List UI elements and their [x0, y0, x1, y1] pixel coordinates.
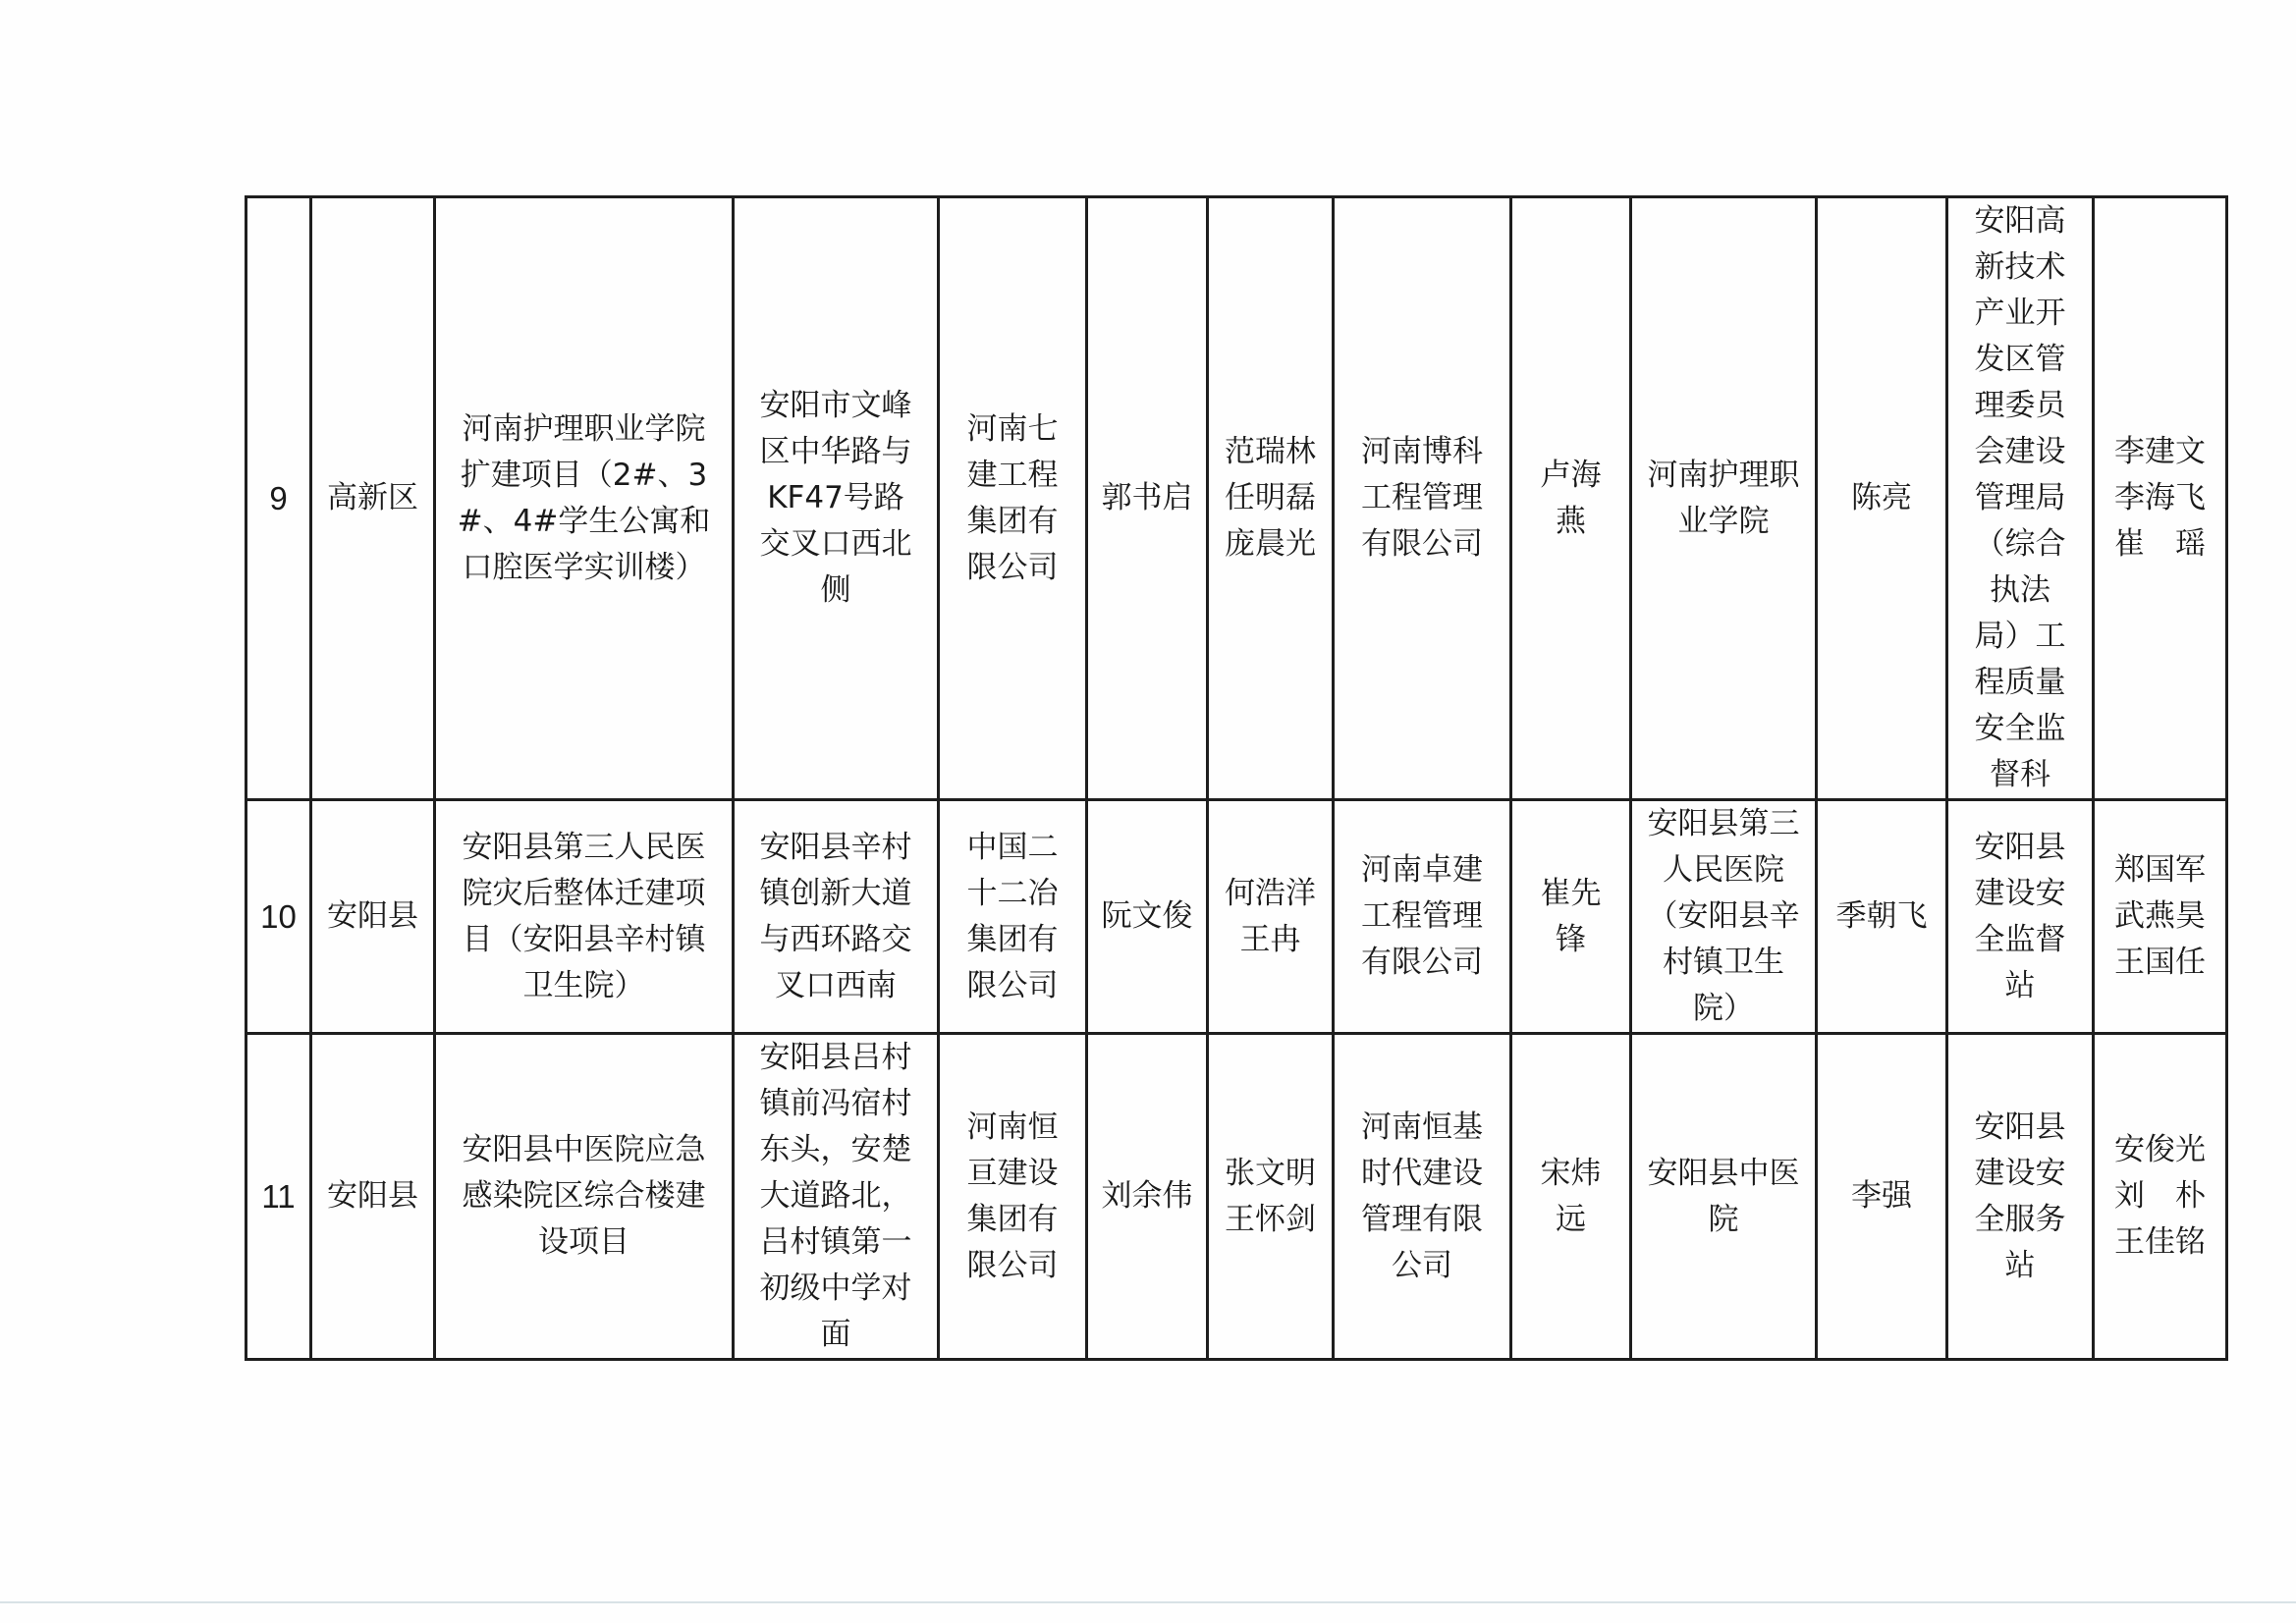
regulator-cell: 安阳县建设安全监督站: [1947, 800, 2094, 1034]
contractor-manager-cell: 刘余伟: [1087, 1034, 1208, 1360]
row-number-cell: 10: [246, 800, 311, 1034]
owner-cell: 安阳县中医院: [1631, 1034, 1817, 1360]
project-name-cell: 河南护理职业学院扩建项目（2#、3#、4#学生公寓和口腔医学实训楼）: [435, 197, 734, 800]
supervisor-engineer-cell: 卢海燕: [1511, 197, 1631, 800]
regulator-cell: 安阳高新技术产业开发区管理委员会建设管理局（综合执法局）工程质量安全监督科: [1947, 197, 2094, 800]
contractor-staff-cell: 何浩洋 王冉: [1208, 800, 1334, 1034]
contractor-staff-cell: 范瑞林 任明磊 庞晨光: [1208, 197, 1334, 800]
table-row: [246, 800, 2227, 1034]
supervisor-company-cell: 河南卓建工程管理有限公司: [1334, 800, 1511, 1034]
project-location-cell: 安阳市文峰区中华路与KF47号路交叉口西北侧: [734, 197, 939, 800]
project-location-cell: 安阳县辛村镇创新大道与西环路交叉口西南: [734, 800, 939, 1034]
contractor-manager-cell: 阮文俊: [1087, 800, 1208, 1034]
contractor-cell: 河南七建工程集团有限公司: [939, 197, 1087, 800]
district-cell: 安阳县: [311, 1034, 435, 1360]
district-cell: 安阳县: [311, 800, 435, 1034]
regulator-staff-cell: 郑国军 武燕昊 王国任: [2094, 800, 2227, 1034]
supervisor-engineer-cell: 崔先锋: [1511, 800, 1631, 1034]
owner-cell: 河南护理职业学院: [1631, 197, 1817, 800]
contractor-staff-cell: 张文明 王怀剑: [1208, 1034, 1334, 1360]
regulator-staff-cell: 安俊光 刘 朴 王佳铭: [2094, 1034, 2227, 1360]
row-number-cell: 11: [246, 1034, 311, 1360]
contractor-cell: 河南恒亘建设集团有限公司: [939, 1034, 1087, 1360]
project-name-cell: 安阳县中医院应急感染院区综合楼建设项目: [435, 1034, 734, 1360]
supervisor-company-cell: 河南博科工程管理有限公司: [1334, 197, 1511, 800]
contractor-manager-cell: 郭书启: [1087, 197, 1208, 800]
district-cell: 高新区: [311, 197, 435, 800]
regulator-staff-cell: 李建文 李海飞 崔 瑶: [2094, 197, 2227, 800]
owner-contact-cell: 陈亮: [1817, 197, 1947, 800]
regulator-cell: 安阳县建设安全服务站: [1947, 1034, 2094, 1360]
table-row: [246, 197, 2227, 800]
supervisor-engineer-cell: 宋炜远: [1511, 1034, 1631, 1360]
owner-contact-cell: 季朝飞: [1817, 800, 1947, 1034]
project-table: [245, 195, 2228, 1361]
project-name-cell: 安阳县第三人民医院灾后整体迁建项目（安阳县辛村镇卫生院）: [435, 800, 734, 1034]
supervisor-company-cell: 河南恒基时代建设管理有限公司: [1334, 1034, 1511, 1360]
page-edge-divider: [0, 1601, 2296, 1603]
project-location-cell: 安阳县吕村镇前冯宿村东头，安楚大道路北，吕村镇第一初级中学对面: [734, 1034, 939, 1360]
owner-cell: 安阳县第三人民医院（安阳县辛村镇卫生院）: [1631, 800, 1817, 1034]
row-number-cell: 9: [246, 197, 311, 800]
table-row: [246, 1034, 2227, 1360]
contractor-cell: 中国二十二冶集团有限公司: [939, 800, 1087, 1034]
owner-contact-cell: 李强: [1817, 1034, 1947, 1360]
